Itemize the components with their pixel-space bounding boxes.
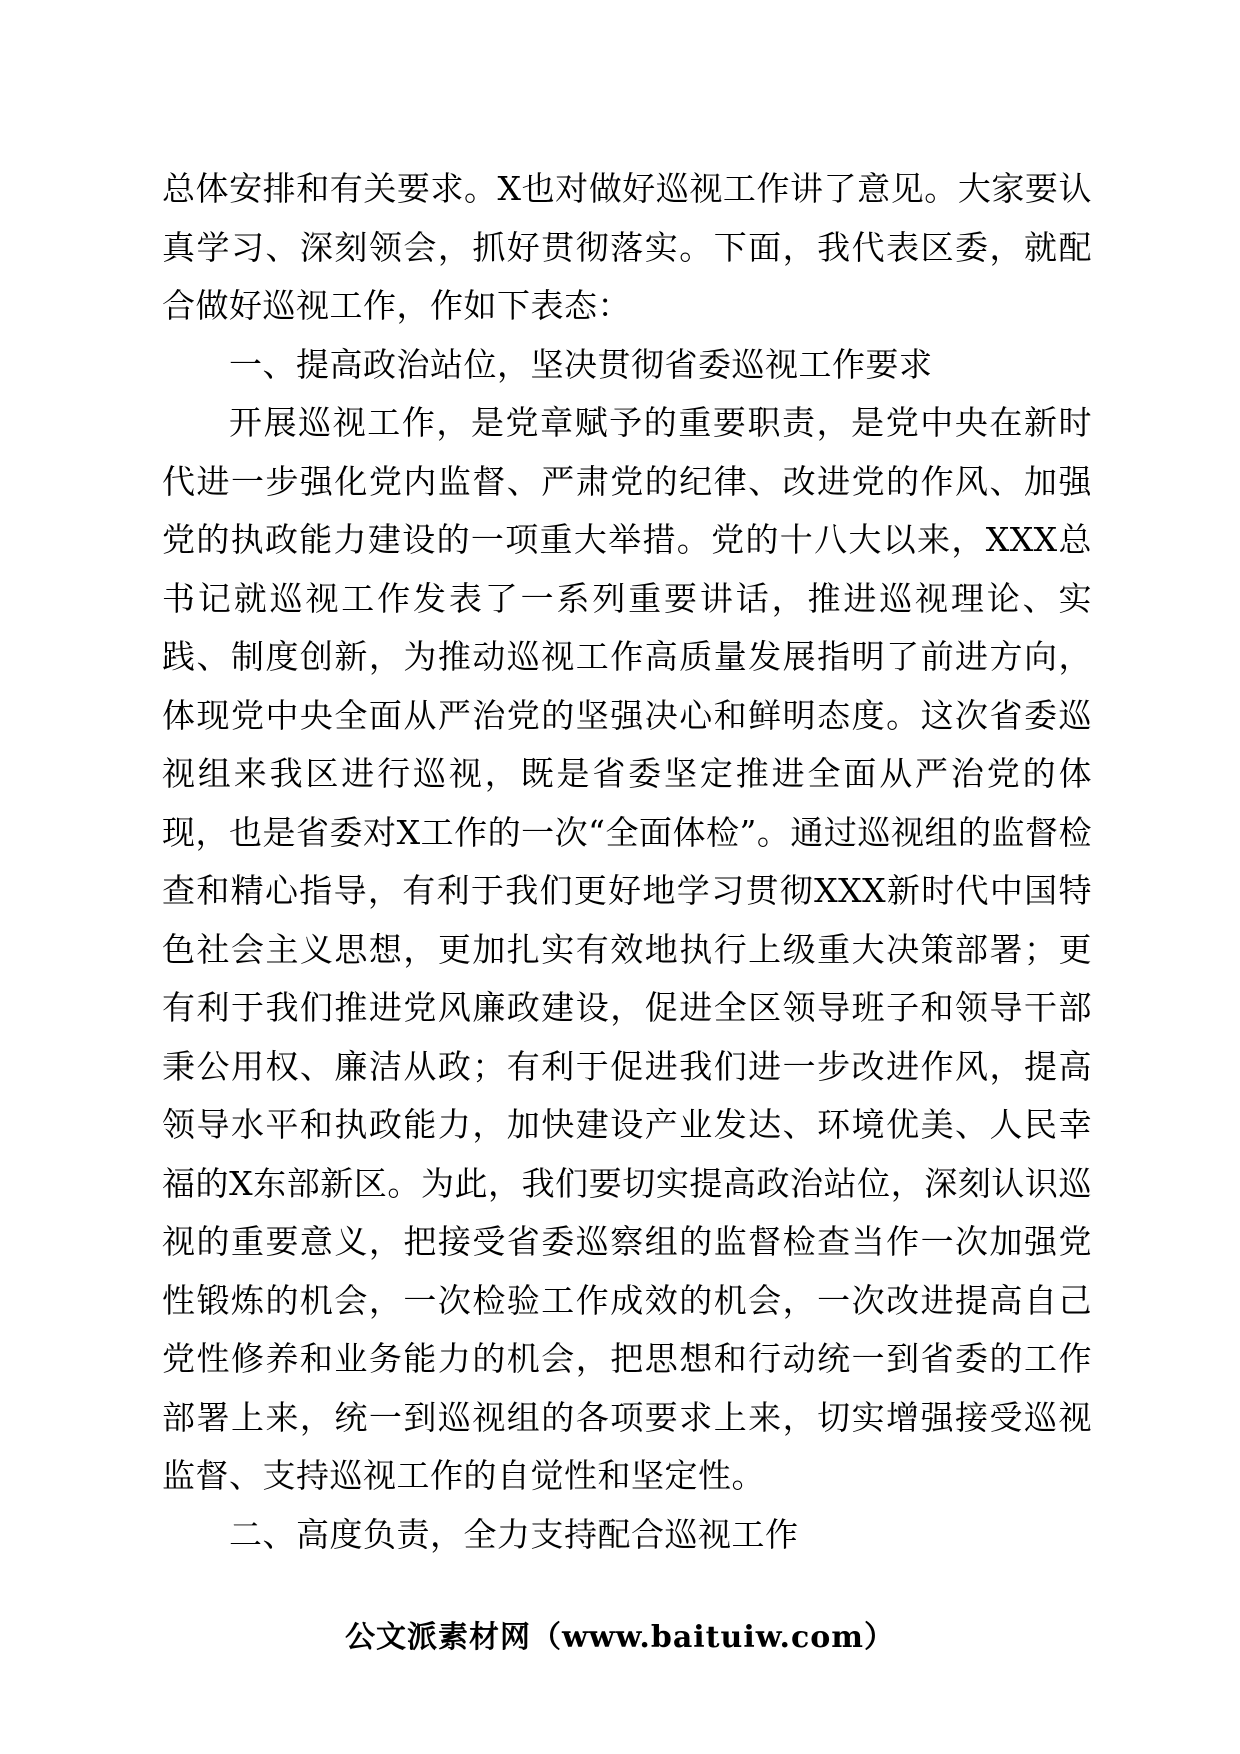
section-heading-2: 二、高度负责，全力支持配合巡视工作: [229, 1514, 799, 1554]
document-body: [162, 160, 1092, 1564]
paragraph-intro: 总体安排和有关要求。X也对做好巡视工作讲了意见。大家要认真学习、深刻领会，抓好贯彻落实。下面，我代表区委，就配合做好巡视工作，作如下表态：: [162, 169, 1092, 325]
section-heading-1: 一、提高政治站位，坚决贯彻省委巡视工作要求: [229, 344, 933, 384]
footer-watermark: 公文派素材网（www.baituiw.com）: [344, 1620, 896, 1655]
paragraph-section-1: 开展巡视工作，是党章赋予的重要职责，是党中央在新时代进一步强化党内监督、严肃党的纪律、改进党的作风、加强党的执政能力建设的一项重大举措。党的十八大以来，XXX总书记就巡视工作发表了一系列重要讲话，推进巡视理论、实践、制度创新，为推动巡视工作高质量发展指明了前进方向，体现党中央全面从严治党的坚强决心和鲜明态度。这次省委巡视组来我区进行巡视，既是省委坚定推进全面从严治党的体现，也是省委对X工作的一次“全面体检”。通过巡视组的监督检查和精心指导，有利于我们更好地学习贯彻XXX新时代中国特色社会主义思想，更加扎实有效地执行上级重大决策部署；更有利于我们推进党风廉政建设，促进全区领导班子和领导干部秉公用权、廉洁从政；有利于促进我们进一步改进作风，提高领导水平和执政能力，加快建设产业发达、环境优美、人民幸福的X东部新区。为此，我们要切实提高政治站位，深刻认识巡视的重要意义，把接受省委巡察组的监督检查当作一次加强党性锻炼的机会，一次检验工作成效的机会，一次改进提高自己党性修养和业务能力的机会，把思想和行动统一到省委的工作部署上来，统一到巡视组的各项要求上来，切实增强接受巡视监督、支持巡视工作的自觉性和坚定性。: [162, 403, 1092, 1495]
